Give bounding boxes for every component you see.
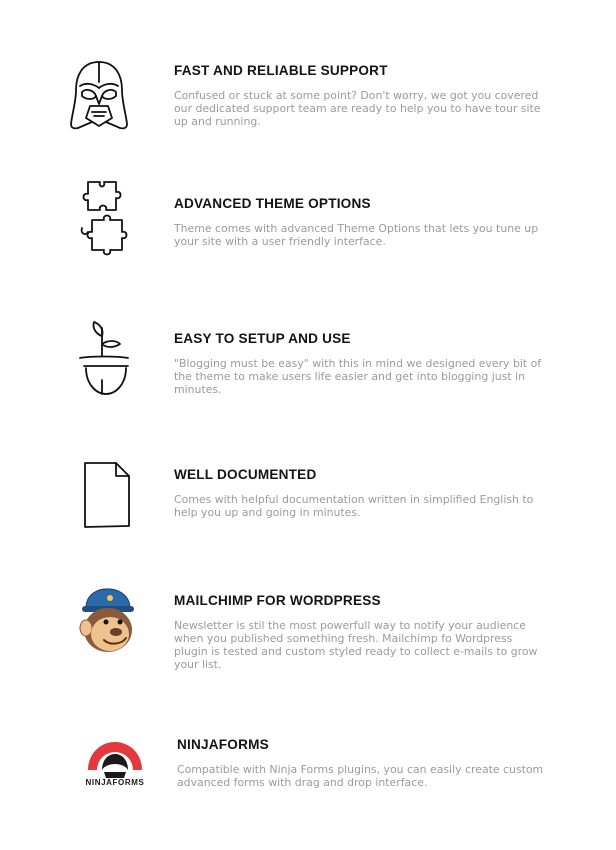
feature-description: Compatible with Ninja Forms plugins, you can easily create custom advanced forms with drag and drop interface. <box>177 763 544 789</box>
feature-description: Confused or stuck at some point? Don't worry, we got you covered our dedicated support team are ready to help you to have tour site up and running. <box>174 89 541 128</box>
feature-title: MAILCHIMP FOR WORDPRESS <box>174 593 381 608</box>
feature-title: ADVANCED THEME OPTIONS <box>174 196 371 211</box>
feature-description: Newsletter is stil the most powerfull way to notify your audience when you published something fresh. Mailchimp fo Wordpress plugin is tested and custom styled ready to collect e-mails to grow your list. <box>174 619 538 671</box>
feature-description: "Blogging must be easy" with this in mind we designed every bit of the theme to make users life easier and get into blogging just in minutes. <box>174 357 542 396</box>
mailchimp-logo-icon <box>76 586 138 654</box>
feature-title: FAST AND RELIABLE SUPPORT <box>174 63 388 78</box>
document-icon <box>82 460 132 530</box>
ninjaforms-logo-text: NINJAFORMS <box>85 778 145 787</box>
feature-description: Comes with helpful documentation written in simplified English to help you up and going in minutes. <box>174 493 534 519</box>
feature-title: NINJAFORMS <box>177 737 269 752</box>
feature-title: WELL DOCUMENTED <box>174 467 317 482</box>
feature-title: EASY TO SETUP AND USE <box>174 331 351 346</box>
puzzle-icon <box>78 178 130 264</box>
ninjaforms-logo-icon <box>80 736 150 792</box>
helmet-icon <box>68 60 130 132</box>
plant-bowl-icon <box>78 316 134 402</box>
feature-description: Theme comes with advanced Theme Options that lets you tune up your site with a user friendly interface. <box>174 222 539 248</box>
